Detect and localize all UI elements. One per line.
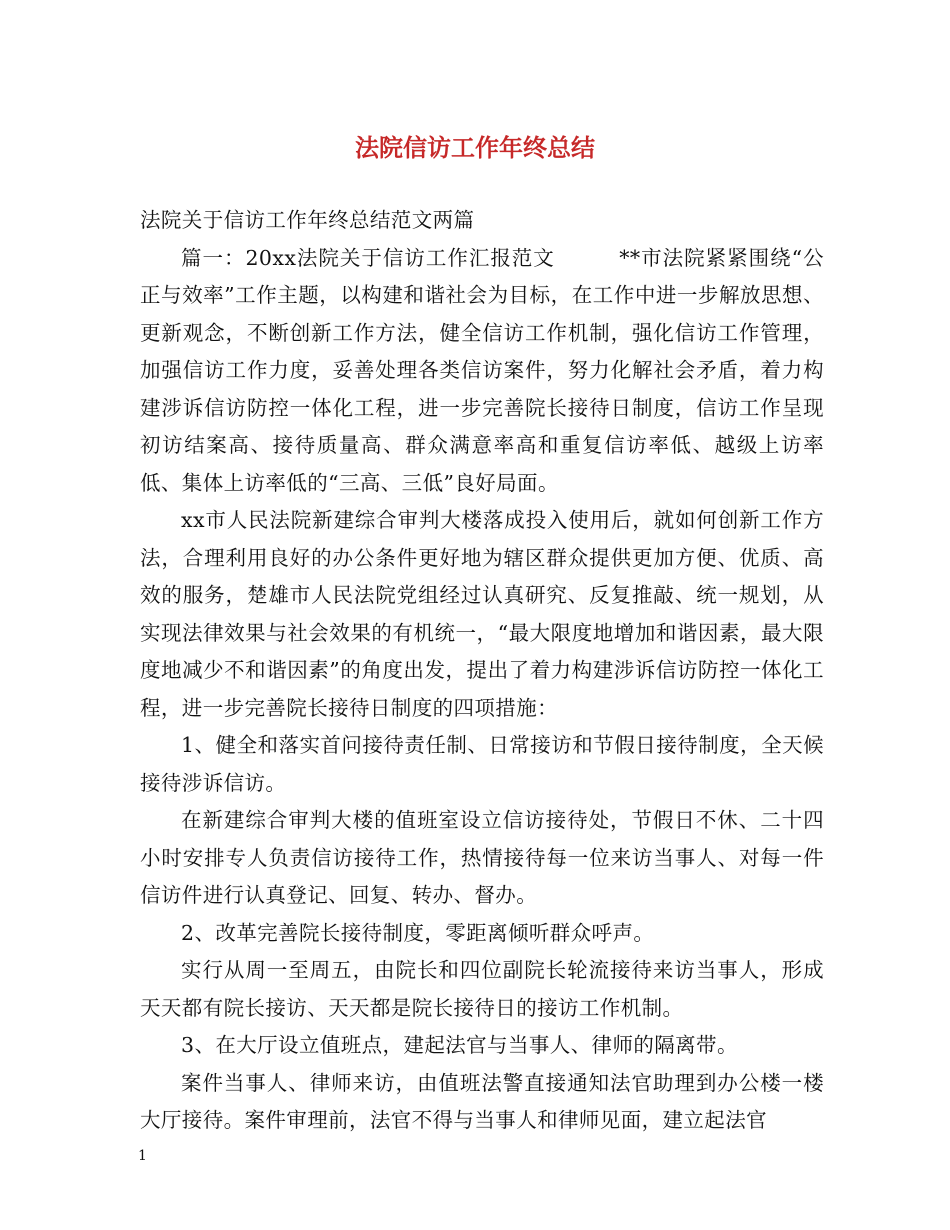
- paragraph: 实行从周一至周五，由院长和四位副院长轮流接待来访当事人，形成天天都有院长接访、天天都是院长接待日的接访工作机制。: [140, 958, 824, 1020]
- document-subtitle: 法院关于信访工作年终总结范文两篇: [140, 208, 475, 232]
- paragraph: 篇一：20xx法院关于信访工作汇报范文 **市法院紧紧围绕“公正与效率”工作主题，以构建和谐社会为目标，在工作中进一步解放思想、更新观念，不断创新工作方法，健全信访工作机制，强化信访工作管理，加强信访工作力度，妥善处理各类信访案件，努力化解社会矛盾，着力构建涉诉信访防控一体化工程，进一步完善院长接待日制度，信访工作呈现初访结案高、接待质量高、群众满意率高和重复信访率低、越级上访率低、集体上访率低的“三高、三低”良好局面。: [140, 245, 824, 495]
- paragraph: 案件当事人、律师来访，由值班法警直接通知法官助理到办公楼一楼大厅接待。案件审理前，法官不得与当事人和律师见面，建立起法官: [140, 1070, 824, 1132]
- document-title: 法院信访工作年终总结: [355, 134, 595, 162]
- paragraph: 在新建综合审判大楼的值班室设立信访接待处，节假日不休、二十四小时安排专人负责信访接待工作，热情接待每一位来访当事人、对每一件信访件进行认真登记、回复、转办、督办。: [140, 808, 824, 907]
- paragraph: 1、健全和落实首问接待责任制、日常接访和节假日接待制度，全天候接待涉诉信访。: [140, 733, 824, 795]
- paragraph: xx市人民法院新建综合审判大楼落成投入使用后，就如何创新工作方法，合理利用良好的办公条件更好地为辖区群众提供更加方便、优质、高效的服务，楚雄市人民法院党组经过认真研究、反复推敲、统一规划，从实现法律效果与社会效果的有机统一，“最大限度地增加和谐因素，最大限度地减少不和谐因素”的角度出发，提出了着力构建涉诉信访防控一体化工程，进一步完善院长接待日制度的四项措施：: [140, 508, 824, 720]
- page-number: 1: [138, 1148, 147, 1164]
- document-body: [140, 202, 824, 1140]
- paragraph: 2、改革完善院长接待制度，零距离倾听群众呼声。: [181, 920, 655, 945]
- paragraph: 3、在大厅设立值班点，建起法官与当事人、律师的隔离带。: [181, 1033, 738, 1057]
